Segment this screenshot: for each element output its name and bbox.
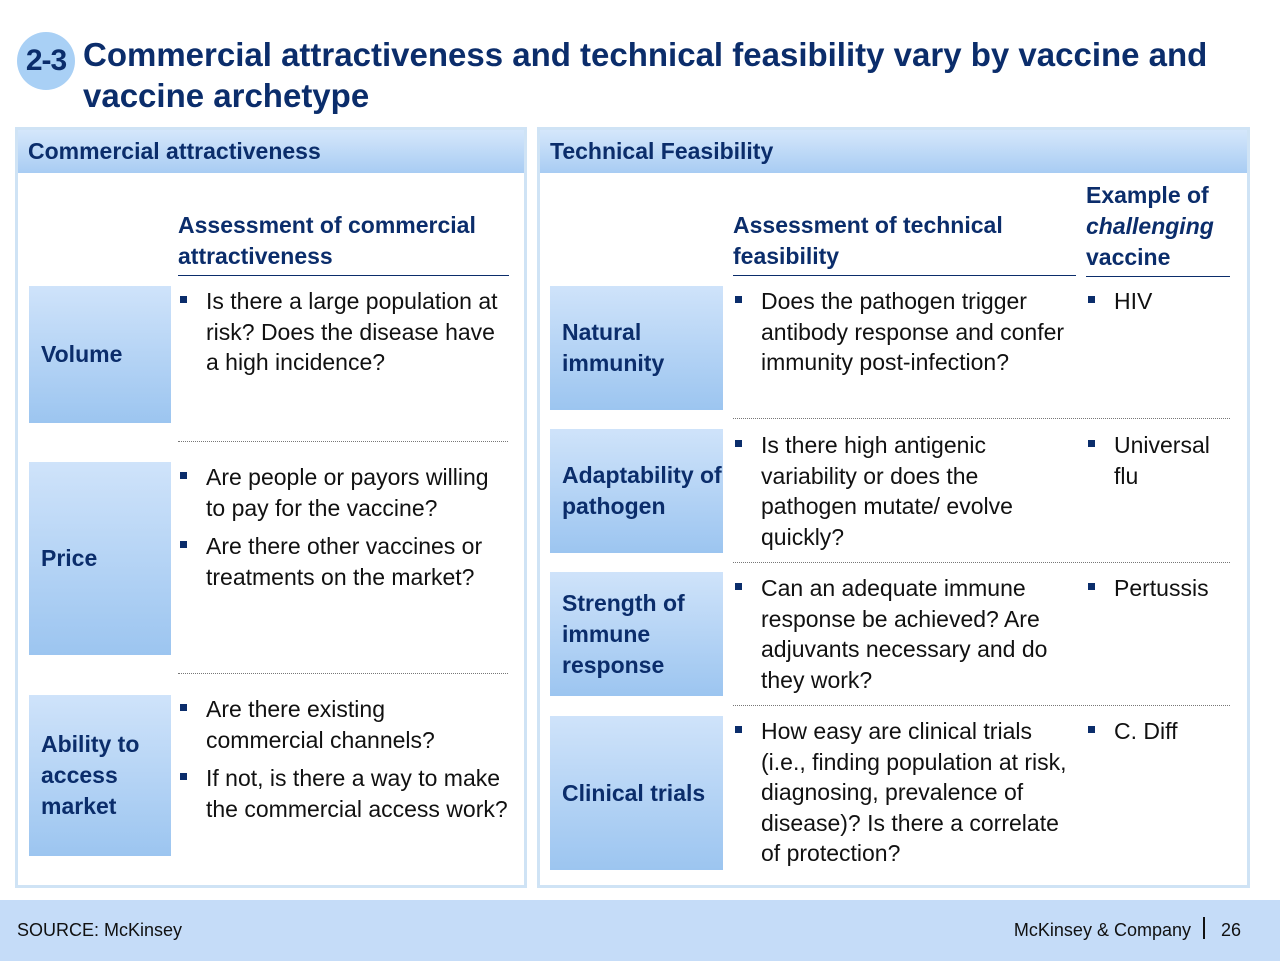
slide-number-badge: 2-3 [17,32,75,90]
example-item: Pertussis [1086,573,1230,604]
adaptability-example [1086,430,1230,499]
commercial-panel-header: Commercial attractiveness [18,130,524,173]
example-header-line2: challenging [1086,213,1214,239]
row-label-clinical-trials: Clinical trials [550,716,723,870]
example-header-line1: Example of [1086,182,1209,208]
example-item: Universal flu [1086,430,1230,491]
access-market-bullets [178,694,508,832]
company-name: McKinsey & Company [1013,920,1191,940]
example-header-line3: vaccine [1086,244,1171,270]
bullet-item: Does the pathogen trigger antibody response and confer immunity post-infection? [733,286,1078,378]
bullet-item: Is there high antigenic variability or does the pathogen mutate/ evolve quickly? [733,430,1013,552]
footer-separator [1203,917,1205,939]
row-divider [178,441,508,442]
bullet-item: Are there other vaccines or treatments on the market? [178,531,508,592]
technical-column-header: Assessment of technical feasibility [733,210,1076,276]
source-note: SOURCE: McKinsey [17,920,183,940]
slide-footer [0,900,1280,961]
row-divider [733,705,1230,706]
example-item: C. Diff [1086,716,1230,747]
immune-response-example [1086,573,1230,612]
page-number: 26 [1221,920,1242,940]
bullet-item: Is there a large population at risk? Does the disease have a high incidence? [178,286,508,378]
natural-immunity-example [1086,286,1230,325]
example-item: HIV [1086,286,1230,317]
bullet-item: How easy are clinical trials (i.e., finding population at risk, diagnosing, prevalence of disease)? Is there a correlate of protection? [733,716,1083,869]
row-divider [733,418,1230,419]
row-label-natural-immunity: Natural immunity [550,286,723,410]
row-divider [733,562,1230,563]
natural-immunity-bullets [733,286,1078,386]
price-bullets [178,462,508,600]
row-label-volume: Volume [29,286,171,423]
example-column-header [1086,180,1230,277]
commercial-column-header: Assessment of commercial attractiveness [178,210,509,276]
row-label-price: Price [29,462,171,655]
volume-bullets [178,286,508,386]
immune-response-bullets [733,573,1078,703]
row-label-ability-to-access-market: Ability to access market [29,695,171,856]
clinical-trials-example [1086,716,1230,755]
row-label-strength-of-immune-response: Strength of immune response [550,572,723,696]
technical-panel-header: Technical Feasibility [540,130,1247,173]
adaptability-bullets [733,430,1013,560]
bullet-item: Are people or payors willing to pay for the vaccine? [178,462,508,523]
bullet-item: If not, is there a way to make the commercial access work? [178,763,508,824]
row-divider [178,673,508,674]
bullet-item: Are there existing commercial channels? [178,694,508,755]
bullet-item: Can an adequate immune response be achieved? Are adjuvants necessary and do they work? [733,573,1078,695]
clinical-trials-bullets [733,716,1083,877]
row-label-adaptability-of-pathogen: Adaptability of pathogen [550,429,723,553]
slide-title: Commercial attractiveness and technical feasibility vary by vaccine and vaccine archetype [83,36,1208,114]
